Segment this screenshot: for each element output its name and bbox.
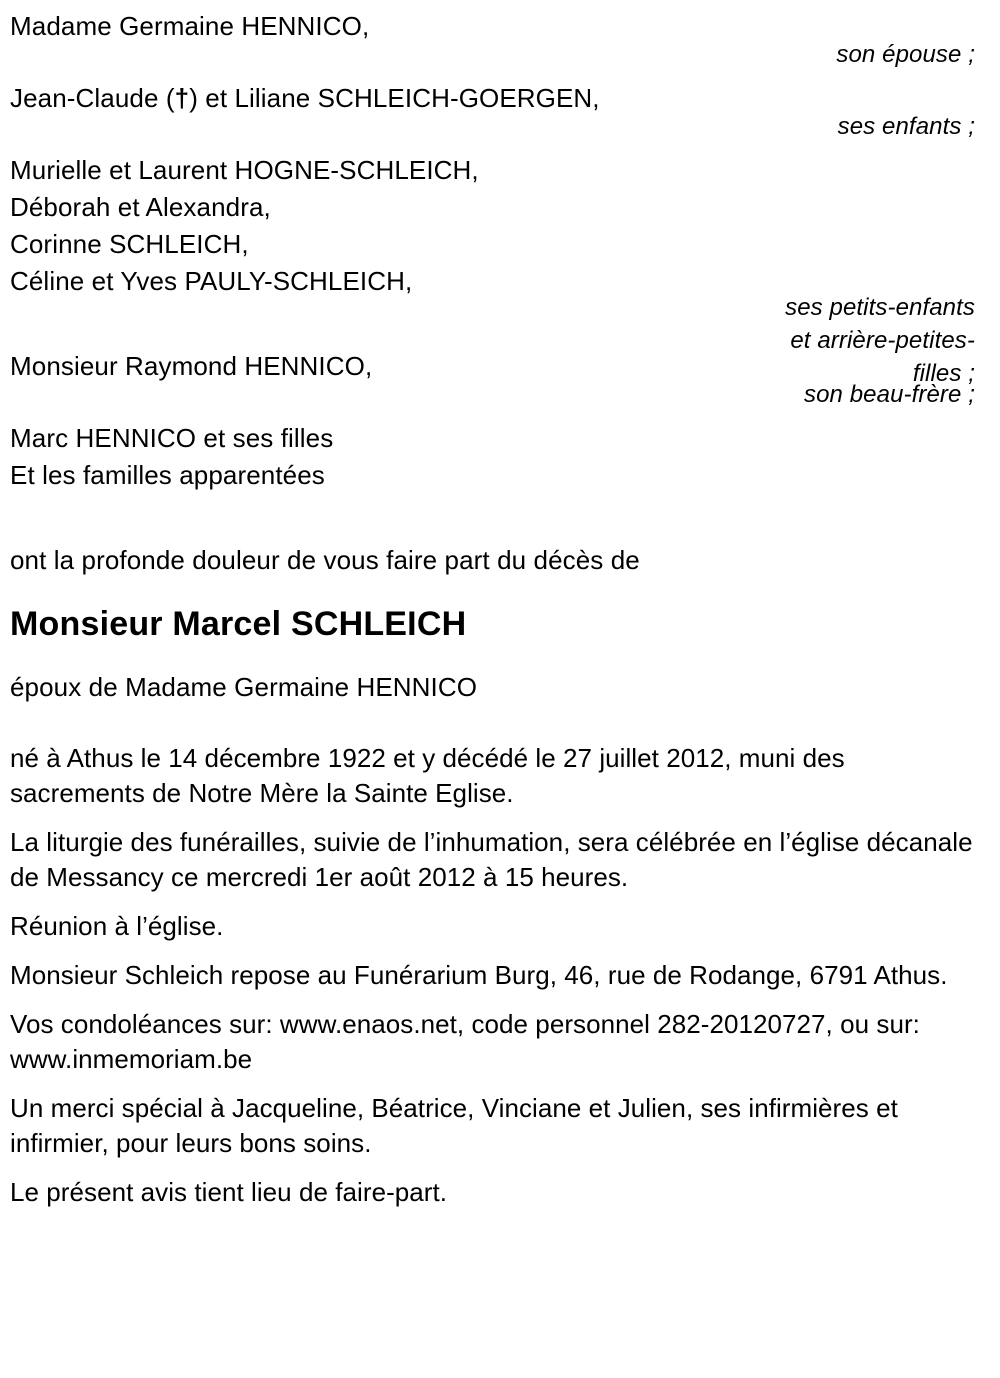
detail-paragraph: Vos condoléances sur: www.enaos.net, code personnel 282-20120727, ou sur: www.inmemoriam.be — [10, 1009, 920, 1074]
relation-role-line: filles ; — [912, 360, 975, 387]
relation-name-line: Et les familles apparentées — [10, 460, 325, 490]
relation-role-line: son épouse ; — [836, 41, 975, 68]
relation-name-line: Céline et Yves PAULY-SCHLEICH, — [10, 266, 413, 296]
relation-name-line: Murielle et Laurent HOGNE-SCHLEICH, — [10, 155, 479, 185]
spacer — [10, 646, 985, 669]
relation-name-line: Jean-Claude (†) et Liliane SCHLEICH-GOERGEN, — [10, 83, 600, 113]
relation-group — [10, 348, 985, 408]
spouse-of-line: époux de Madame Germaine HENNICO — [10, 672, 478, 702]
detail-paragraph: né à Athus le 14 décembre 1922 et y décédé le 27 juillet 2012, muni des sacrements de Notre Mère la Sainte Eglise. — [10, 743, 845, 808]
relation-role-line: et arrière-petites- — [790, 327, 975, 354]
detail-paragraph: Réunion à l’église. — [10, 911, 224, 941]
relation-role-line: ses enfants ; — [837, 113, 975, 140]
relation-names — [10, 348, 615, 385]
relations-section — [10, 8, 985, 542]
relation-names — [10, 420, 615, 494]
relation-name-line: Corinne SCHLEICH, — [10, 229, 249, 259]
detail-paragraph: Le présent avis tient lieu de faire-part. — [10, 1177, 448, 1207]
detail-paragraph: La liturgie des funérailles, suivie de l’inhumation, sera célébrée en l’église décanale de Messancy ce mercredi 1er août 2012 à 15 heures. — [10, 827, 973, 892]
spacer — [10, 579, 985, 602]
detail-paragraph: Monsieur Schleich repose au Funérarium Burg, 46, rue de Rodange, 6791 Athus. — [10, 960, 948, 990]
announcement-lead-text: ont la profonde douleur de vous faire part du décès de — [10, 545, 640, 575]
relation-role-line: son beau-frère ; — [803, 381, 975, 408]
spacer — [10, 706, 985, 741]
relation-group — [10, 420, 985, 494]
relation-role-label — [804, 378, 975, 411]
relation-role-label — [838, 110, 975, 143]
details-section — [10, 741, 985, 1210]
relation-name-line: Monsieur Raymond HENNICO, — [10, 351, 373, 381]
relation-group — [10, 80, 985, 140]
spacer — [10, 494, 985, 542]
relation-group — [10, 8, 985, 68]
relation-role-label — [836, 38, 975, 71]
relation-name-line: Déborah et Alexandra, — [10, 192, 271, 222]
relation-name-line: Marc HENNICO et ses filles — [10, 423, 334, 453]
relation-names — [10, 152, 615, 300]
relation-names — [10, 8, 615, 45]
relation-names — [10, 80, 615, 117]
deceased-name-heading: Monsieur Marcel SCHLEICH — [10, 605, 467, 643]
relation-role-line: ses petits-enfants — [785, 294, 975, 321]
dagger-icon: † — [174, 83, 190, 113]
detail-paragraph: Un merci spécial à Jacqueline, Béatrice, Vinciane et Julien, ses infirmières et infirmier, pour leurs bons soins. — [10, 1093, 898, 1158]
relation-name-line: Madame Germaine HENNICO, — [10, 11, 370, 41]
